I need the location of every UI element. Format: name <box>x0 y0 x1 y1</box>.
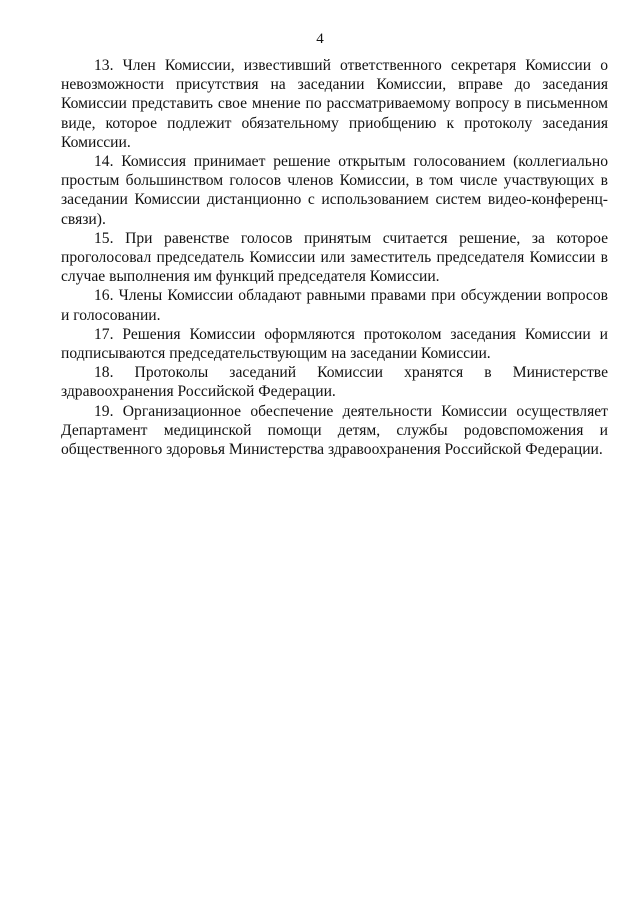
paragraph-18: 18. Протоколы заседаний Комиссии хранятся в Министерстве здравоохранения Российской Федерации. <box>61 364 608 401</box>
paragraph-19: 19. Организационное обеспечение деятельности Комиссии осуществляет Департамент медицинской помощи детям, службы родовспоможения и общественного здоровья Министерства здравоохранения Российской Федерации. <box>61 402 608 459</box>
paragraph-13: 13. Член Комиссии, известивший ответственного секретаря Комиссии о невозможности присутствия на заседании Комиссии, вправе до заседания Комиссии представить свое мнение по рассматриваемому вопросу в письменном виде, которое подлежит обязательному приобщению к протоколу заседания Комиссии. <box>61 57 608 151</box>
page-number: 4 <box>316 31 324 47</box>
paragraph-16: 16. Члены Комиссии обладают равными правами при обсуждении вопросов и голосовании. <box>61 287 608 324</box>
paragraph-15: 15. При равенстве голосов принятым считается решение, за которое проголосовал председатель Комиссии или заместитель председателя Комиссии в случае выполнения им функций председателя Комиссии. <box>61 229 608 286</box>
paragraph-17: 17. Решения Комиссии оформляются протоколом заседания Комиссии и подписываются председательствующим на заседании Комиссии. <box>61 325 608 363</box>
document-body <box>61 56 608 459</box>
paragraph-14: 14. Комиссия принимает решение открытым голосованием (коллегиально простым большинством голосов членов Комиссии, в том числе участвующих в заседании Комиссии дистанционно с использованием систем видео-конференц-связи). <box>61 153 608 228</box>
